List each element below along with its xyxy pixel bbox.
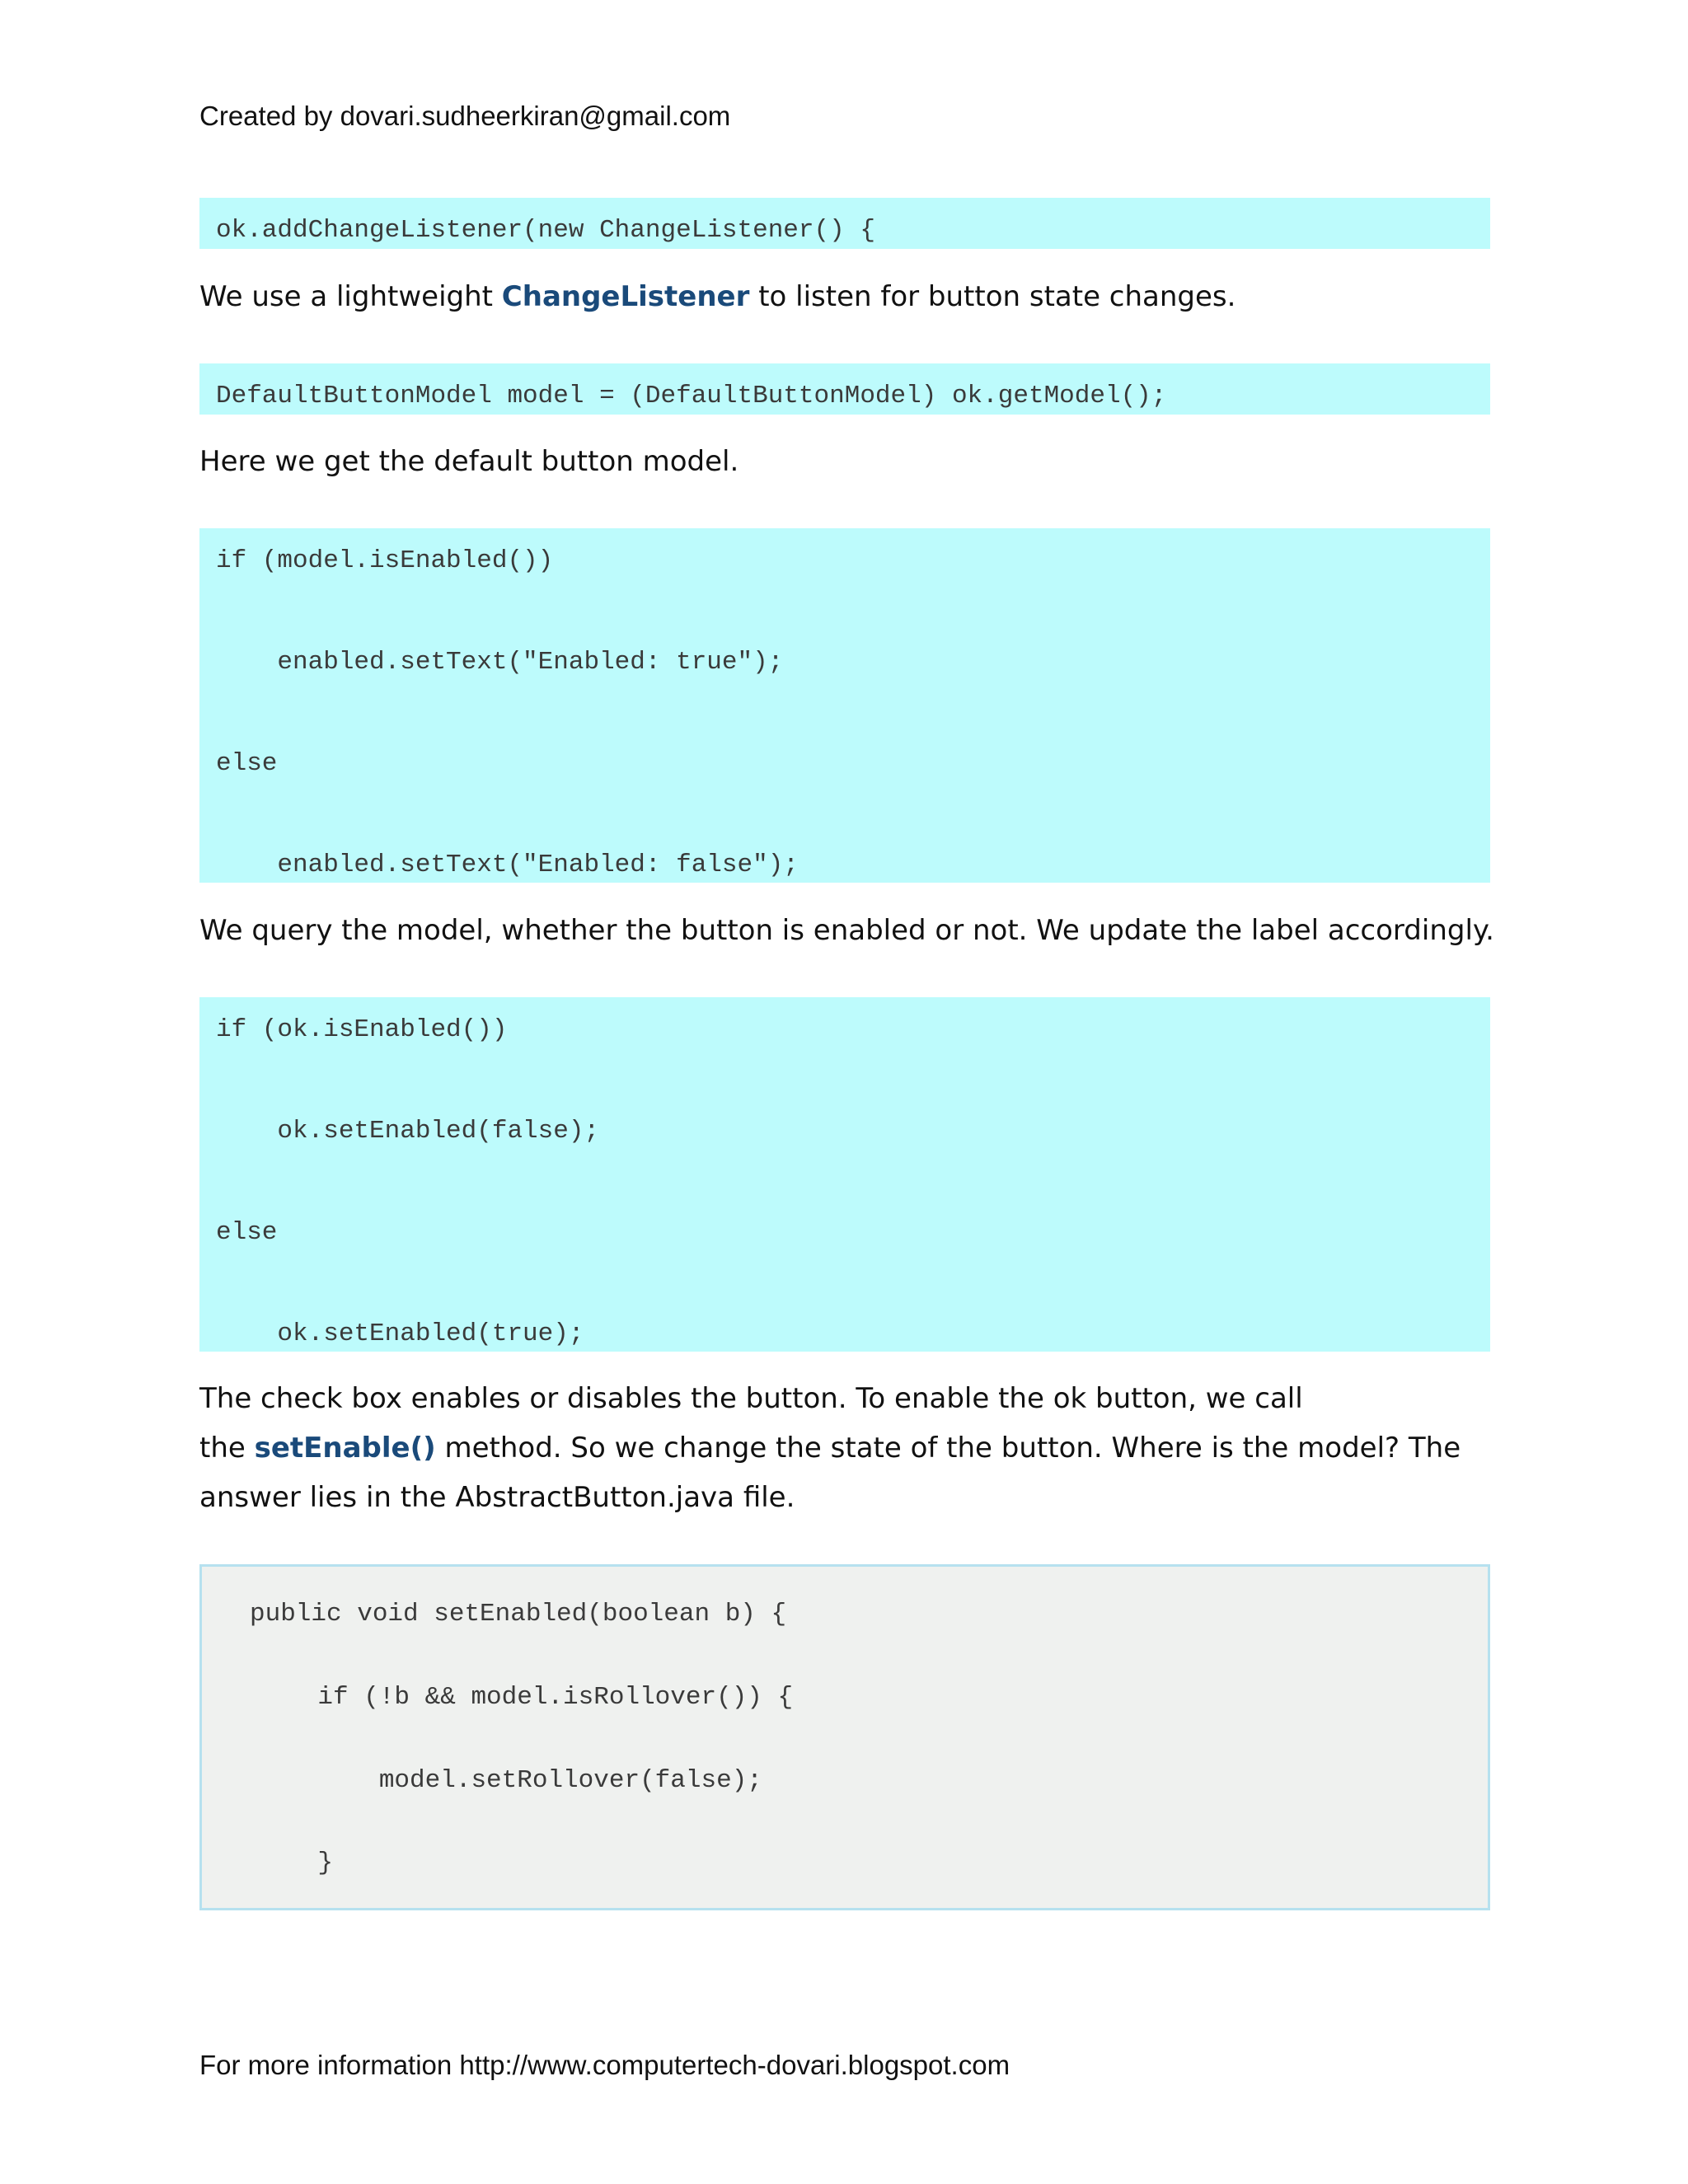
code-line: ok.addChangeListener(new ChangeListener() { <box>216 216 875 245</box>
code-block-get-model <box>199 363 1490 415</box>
paragraph-text: method. So we change the state of the button. Where is the model? The <box>435 1432 1461 1465</box>
code-line: if (ok.isEnabled()) <box>216 1015 508 1044</box>
code-block-ok-enabled-toggle <box>199 997 1490 1352</box>
paragraph-check-box <box>199 1374 1502 1522</box>
paragraph-line: The check box enables or disables the button. To enable the ok button, we call <box>199 1382 1303 1415</box>
code-line: model.setRollover(false); <box>256 1766 762 1795</box>
paragraph-query-model: We query the model, whether the button is enabled or not. We update the label accordingly. <box>199 914 1494 947</box>
paragraph-change-listener <box>199 272 1502 321</box>
code-line: enabled.setText("Enabled: false"); <box>216 851 799 879</box>
code-line: else <box>216 749 278 778</box>
paragraph-line: answer lies in the AbstractButton.java file. <box>199 1481 795 1514</box>
paragraph-text: to listen for button state changes. <box>749 280 1236 313</box>
code-line: } <box>256 1849 334 1877</box>
paragraph-text: We use a lightweight <box>199 280 502 313</box>
code-line: ok.setEnabled(true); <box>216 1319 584 1348</box>
code-line: DefaultButtonModel model = (DefaultButtonModel) ok.getModel(); <box>216 382 1167 410</box>
code-line: if (model.isEnabled()) <box>216 546 554 575</box>
page-header: Created by dovari.sudheerkiran@gmail.com <box>199 101 731 131</box>
code-line: enabled.setText("Enabled: true"); <box>216 648 784 677</box>
highlight-change-listener: ChangeListener <box>501 280 750 313</box>
code-block-model-enabled-check <box>199 528 1490 883</box>
paragraph-text: the <box>199 1432 255 1465</box>
code-block-add-change-listener <box>199 198 1490 249</box>
paragraph-default-model: Here we get the default button model. <box>199 445 739 478</box>
paragraph-line <box>199 1423 1502 1473</box>
code-box-set-enabled-source <box>199 1564 1490 1910</box>
highlight-set-enable: setEnable() <box>254 1432 436 1465</box>
page-footer: For more information http://www.computertech-dovari.blogspot.com <box>199 2050 1010 2080</box>
code-line: if (!b && model.isRollover()) { <box>256 1683 794 1712</box>
code-line: public void setEnabled(boolean b) { <box>250 1600 787 1629</box>
code-line: ok.setEnabled(false); <box>216 1117 600 1146</box>
code-line: else <box>216 1218 278 1247</box>
